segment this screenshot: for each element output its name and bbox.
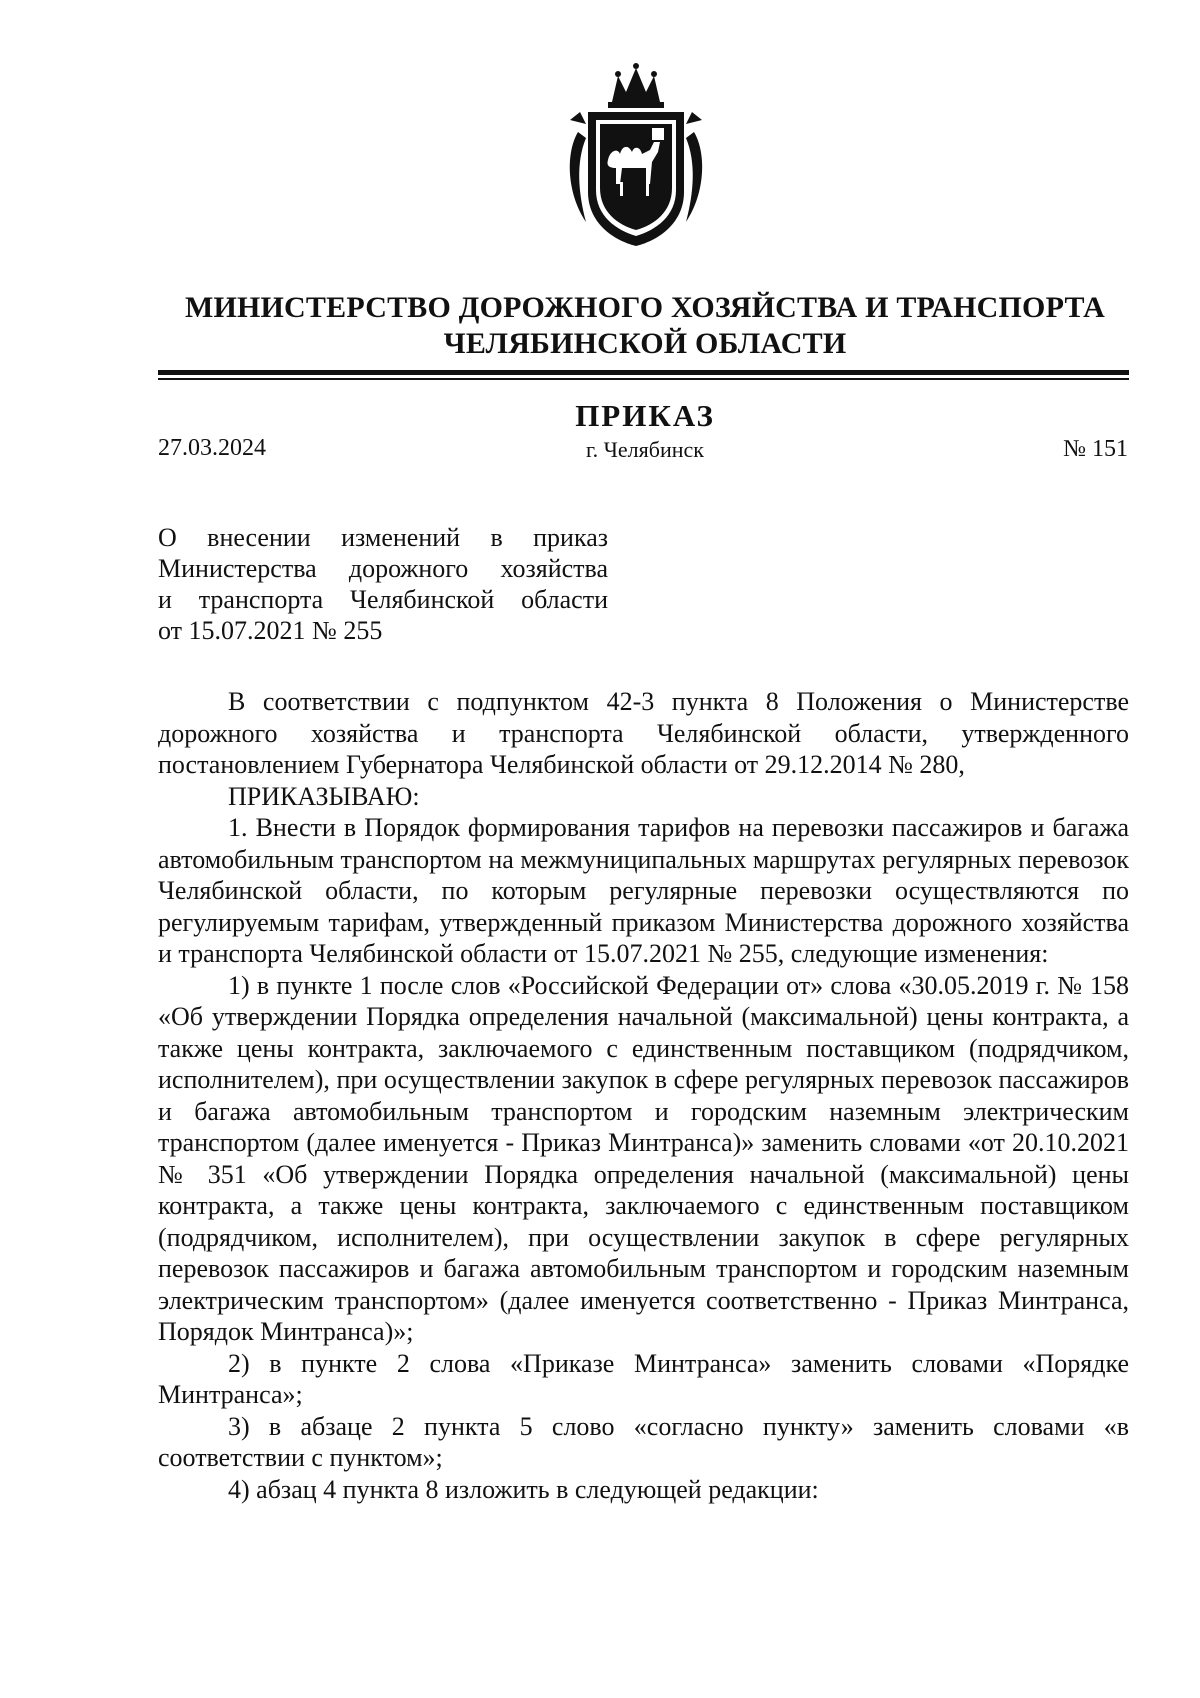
coat-of-arms-emblem — [560, 62, 712, 250]
document-type-title: ПРИКАЗ — [575, 398, 715, 433]
order-date: 27.03.2024 — [158, 435, 266, 461]
header-divider-thin — [158, 378, 1129, 380]
order-body — [158, 686, 1129, 1505]
ministry-name-line2: ЧЕЛЯБИНСКОЙ ОБЛАСТИ — [443, 327, 847, 360]
order-number: № 151 — [1063, 436, 1128, 462]
body-paragraph: 4) абзац 4 пункта 8 изложить в следующей редакции: — [228, 1474, 819, 1504]
order-city: г. Челябинск — [586, 437, 704, 462]
subject-line: О внесении изменений в приказ — [158, 523, 608, 552]
preamble-paragraph: В соответствии с подпунктом 42-3 пункта 8 Положения о Министерстве дорожного хозяйства и транспорта Челябинской области, утвержденного постановлением Губернатора Челябинской области от 29.12.2014 № 280, — [158, 687, 1129, 779]
crown-icon — [608, 63, 664, 108]
order-subject — [158, 522, 608, 646]
body-paragraph: 3) в абзаце 2 пункта 5 слово «согласно пункту» заменить словами «в соответствии с пунктом»; — [158, 1411, 1129, 1472]
body-paragraph: 1. Внести в Порядок формирования тарифов на перевозки пассажиров и багажа автомобильным транспортом на межмуниципальных маршрутах регулярных перевозок Челябинской области, по которым регулярные перевозки осуществляются по регулируемым тарифам, утвержденный приказом Министерства дорожного хозяйства и транспорта Челябинской области от 15.07.2021 № 255, следующие изменения: — [158, 813, 1129, 968]
subject-line: от 15.07.2021 № 255 — [158, 616, 383, 645]
ministry-name-line1: МИНИСТЕРСТВО ДОРОЖНОГО ХОЗЯЙСТВА И ТРАНСПОРТА — [184, 291, 1106, 324]
body-paragraph: 2) в пункте 2 слова «Приказе Минтранса» заменить словами «Порядке Минтранса»; — [158, 1348, 1129, 1409]
subject-line: Министерства дорожного хозяйства — [158, 554, 608, 583]
body-paragraph: 1) в пункте 1 после слов «Российской Федерации от» слова «30.05.2019 г. № 158 «Об утверждении Порядка определения начальной (максимальной) цены контракта, а также цены контракта, заключаемого с единственным поставщиком (подрядчиком, исполнителем), при осуществлении закупок в сфере регулярных перевозок пассажиров и багажа автомобильным транспортом и городским наземным электрическим транспортом (далее именуется - Приказ Минтранса)» заменить словами «от 20.10.2021 № 351 «Об утверждении Порядка определения начальной (максимальной) цены контракта, а также цены контракта, заключаемого с единственным поставщиком (подрядчиком, исполнителем), при осуществлении закупок в сфере регулярных перевозок пассажиров и багажа автомобильным транспортом и городским наземным электрическим транспортом» (далее именуется соответственно - Приказ Минтранса, Порядок Минтранса)»; — [158, 970, 1129, 1346]
order-directive-word: ПРИКАЗЫВАЮ: — [228, 781, 420, 811]
subject-line: и транспорта Челябинской области — [158, 585, 608, 614]
header-divider-thick — [158, 370, 1129, 375]
